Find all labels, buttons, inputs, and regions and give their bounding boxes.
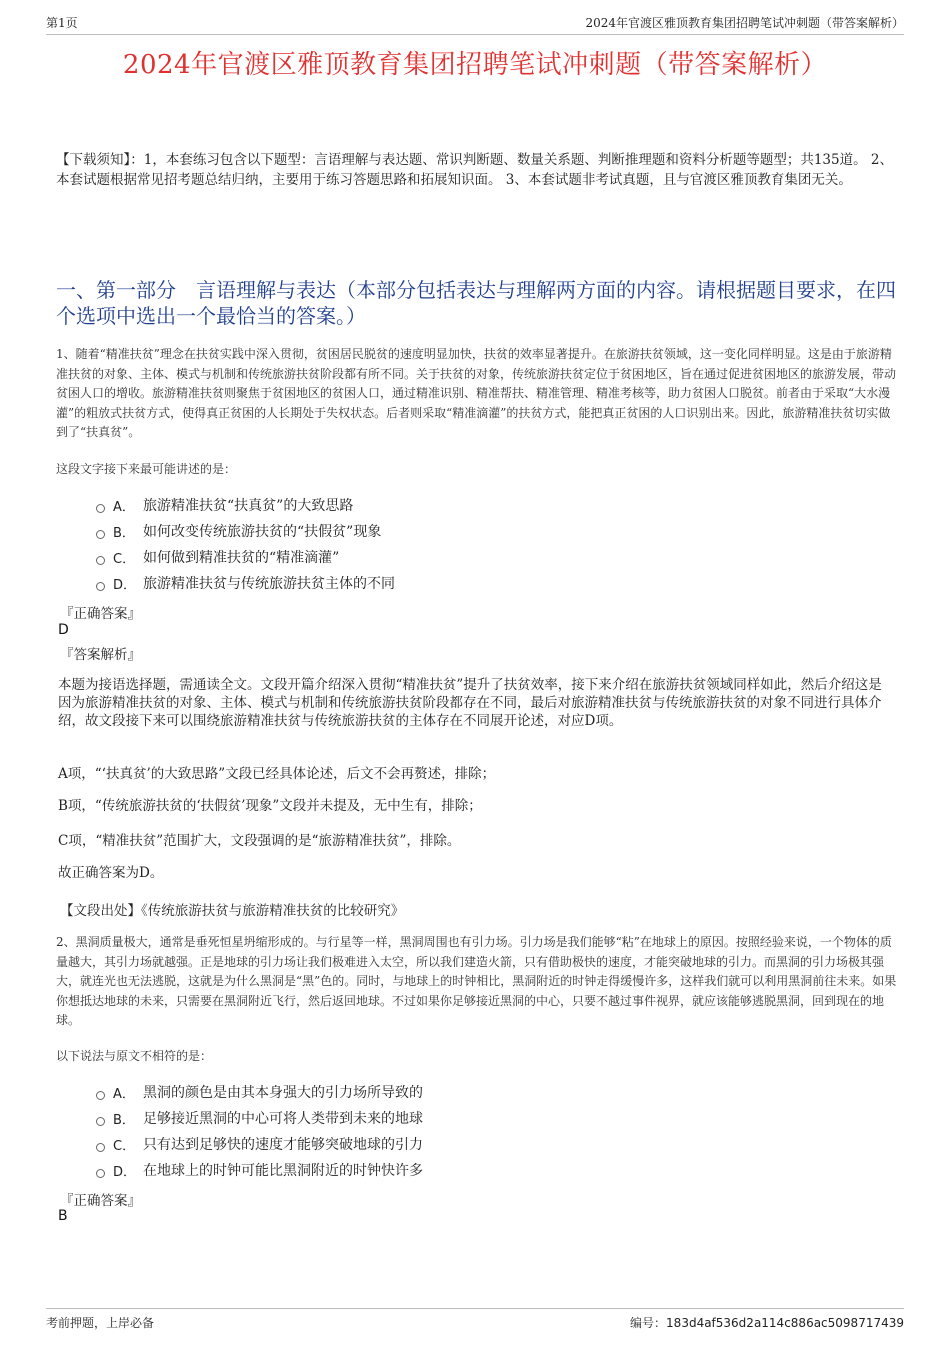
option-c[interactable]: C． 如何做到精准扶贫的“精准滴灌” <box>96 544 856 570</box>
radio-icon[interactable] <box>96 504 105 513</box>
page-footer <box>46 1308 904 1333</box>
question-1-options <box>96 492 856 596</box>
footer-slogan: 考前押题，上岸必备 <box>46 1316 155 1330</box>
question-2-prompt: 以下说法与原文不相符的是： <box>56 1049 213 1063</box>
question-2-text: 2、黑洞质量极大，通常是垂死恒星坍缩形成的。与行星等一样，黑洞周围也有引力场。引力场是我们能够“粘”在地球上的原因。按照经验来说，一个物体的质量越大，其引力场就越强。正是地球的引力场让我们极难进入太空，所以我们建造火箭，只有借助极快的速度，才能突破地球的引力。而黑洞的引力场极其强大，就连光也无法逃脱，这就是为什么黑洞是“黑”色的。同时，与地球上的时钟相比，黑洞附近的时钟走得缓慢许多，这样我们就可以利用黑洞前往未来。如果你想抵达地球的未来，只需要在黑洞附近飞行，然后返回地球。不过如果你足够接近黑洞的中心，只要不越过事件视界，就应该能够逃脱黑洞，回到现在的地球。 <box>56 935 897 1027</box>
answer-label: 『正确答案』 <box>60 606 141 622</box>
radio-icon[interactable] <box>96 556 105 565</box>
analysis-option-b: B项，“传统旅游扶贫的‘扶假贫’现象”文段并未提及，无中生有，排除； <box>58 798 482 814</box>
page-number: 第1页 <box>46 16 78 30</box>
option-a[interactable]: A． 旅游精准扶贫“扶真贫”的大致思路 <box>96 492 856 518</box>
question-1-text: 1、随着“精准扶贫”理念在扶贫实践中深入贯彻，贫困居民脱贫的速度明显加快，扶贫的效率显著提升。在旅游扶贫领域，这一变化同样明显。这是由于旅游精准扶贫的对象、主体、模式与机制和传统旅游扶贫阶段都有所不同。关于扶贫的对象，传统旅游扶贫定位于贫困地区，旨在通过促进贫困地区的旅游发展，带动贫困人口的增收。旅游精准扶贫则聚焦于贫困地区的贫困人口，通过精准识别、精准帮扶、精准管理、精准考核等，助力贫困人口脱贫。前者由于采取“大水漫灌”的粗放式扶贫方式，使得真正贫困的人长期处于失权状态。后者则采取“精准滴灌”的扶贫方式，能把真正贫困的人口识别出来。因此，旅游精准扶贫切实做到了“扶真贫”。 <box>56 347 897 439</box>
radio-icon[interactable] <box>96 1117 105 1126</box>
option-d[interactable]: D． 在地球上的时钟可能比黑洞附近的时钟快许多 <box>96 1157 856 1183</box>
analysis-option-c: C项，“精准扶贫”范围扩大，文段强调的是“旅游精准扶贫”，排除。 <box>58 833 461 849</box>
correct-answer: B <box>58 1208 68 1224</box>
analysis-paragraph: 本题为接语选择题，需通读全文。文段开篇介绍深入贯彻“精准扶贫”提升了扶贫效率，接下来介绍在旅游扶贫领域同样如此，然后介绍这是因为旅游精准扶贫的对象、主体、模式与机制和传统旅游扶贫阶段都存在不同，最后对旅游精准扶贫与传统旅游扶贫的对象不同进行具体介绍，故文段接下来可以围绕旅游精准扶贫与传统旅游扶贫的主体存在不同展开论述，对应D项。 <box>58 677 882 729</box>
header-doc-title: 2024年官渡区雅顶教育集团招聘笔试冲刺题（带答案解析） <box>585 16 904 30</box>
document-code: 编号：183d4af536d2a114c886ac5098717439 <box>630 1316 904 1330</box>
section-title: 一、第一部分 言语理解与表达（本部分包括表达与理解两方面的内容。请根据题目要求，在四个选项中选出一个最恰当的答案。） <box>56 278 896 328</box>
question-1-prompt: 这段文字接下来最可能讲述的是： <box>56 462 237 476</box>
option-b[interactable]: B． 足够接近黑洞的中心可将人类带到未来的地球 <box>96 1105 856 1131</box>
source-citation: 【文段出处】《传统旅游扶贫与旅游精准扶贫的比较研究》 <box>60 903 405 919</box>
radio-icon[interactable] <box>96 1091 105 1100</box>
analysis-label: 『答案解析』 <box>60 647 141 663</box>
option-b[interactable]: B． 如何改变传统旅游扶贫的“扶假贫”现象 <box>96 518 856 544</box>
radio-icon[interactable] <box>96 1169 105 1178</box>
correct-answer: D <box>58 622 69 638</box>
download-notice: 【下载须知】：1，本套练习包含以下题型：言语理解与表达题、常识判断题、数量关系题、判断推理题和资料分析题等题型；共135道。 2、本套试题根据常见招考题总结归纳，主要用于练习答题思路和拓展知识面。 3、本套试题非考试真题，且与官渡区雅顶教育集团无关。 <box>56 152 893 188</box>
radio-icon[interactable] <box>96 530 105 539</box>
page-header <box>46 12 904 35</box>
radio-icon[interactable] <box>96 582 105 591</box>
option-d[interactable]: D． 旅游精准扶贫与传统旅游扶贫主体的不同 <box>96 570 856 596</box>
radio-icon[interactable] <box>96 1143 105 1152</box>
analysis-option-a: A项，“‘扶真贫’的大致思路”文段已经具体论述，后文不会再赘述，排除； <box>58 766 496 782</box>
option-c[interactable]: C． 只有达到足够快的速度才能够突破地球的引力 <box>96 1131 856 1157</box>
page-title: 2024年官渡区雅顶教育集团招聘笔试冲刺题（带答案解析） <box>122 50 828 80</box>
analysis-conclusion: 故正确答案为D。 <box>58 865 164 881</box>
answer-label: 『正确答案』 <box>60 1193 141 1209</box>
question-2-options <box>96 1079 856 1183</box>
option-a[interactable]: A． 黑洞的颜色是由其本身强大的引力场所导致的 <box>96 1079 856 1105</box>
